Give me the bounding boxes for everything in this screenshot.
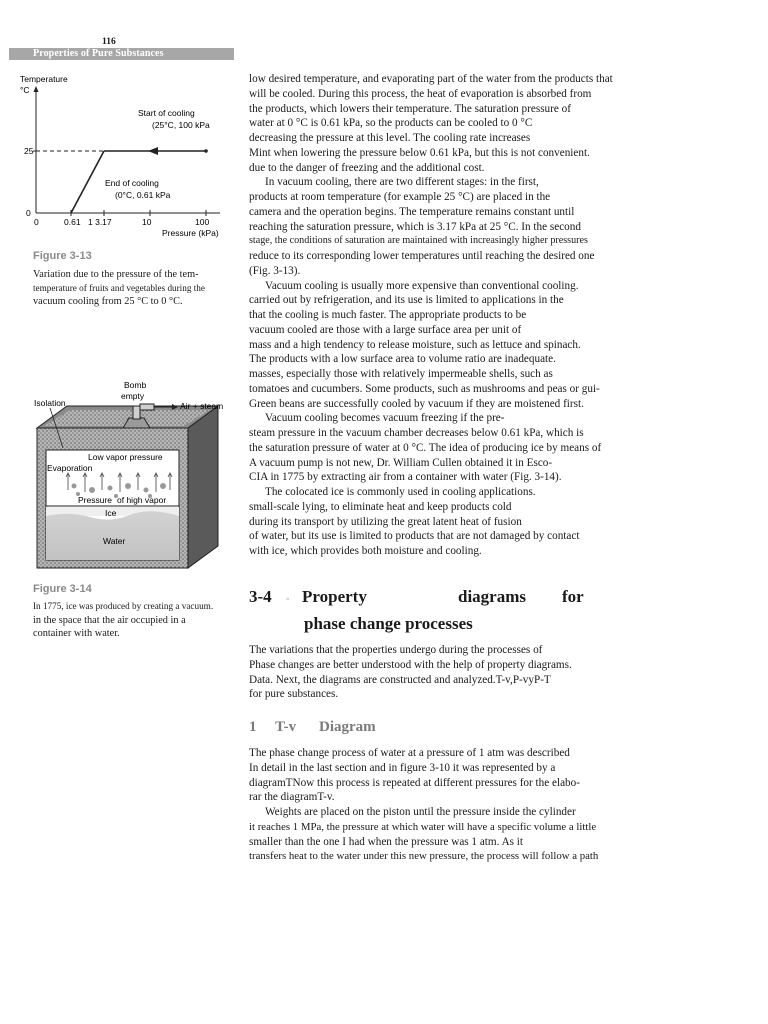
figure-3-13-label: Figure 3-13 <box>33 250 92 262</box>
isolation-label: Isolation <box>34 398 66 408</box>
x-tick-label-0-61: 0.61 <box>64 217 81 227</box>
body-line: The products with a low surface area to volume ratio are inadequate. <box>249 353 556 366</box>
body-line: for pure substances. <box>249 688 339 701</box>
evaporation-label: Evaporation <box>47 463 93 473</box>
body-line: tomatoes and cucumbers. Some products, such as mushrooms and peas or gui- <box>249 382 600 395</box>
subsection-word: T-v <box>275 719 297 735</box>
body-line: CIA in 1775 by extracting air from a container with water (Fig. 3-14). <box>249 471 562 484</box>
caption-line: in the space that the air occupied in a <box>33 614 186 626</box>
section-word: diagrams <box>458 587 526 606</box>
pressure-label: Pressure <box>78 495 113 505</box>
body-line: In vacuum cooling, there are two different stages: in the first, <box>265 176 539 189</box>
y-tick-label-0: 0 <box>26 208 31 218</box>
running-header-title: Properties of Pure Substances <box>33 47 164 59</box>
section-intro-text <box>249 643 689 702</box>
bomb-valve-outlet <box>140 404 154 410</box>
page-number: 116 <box>102 37 116 47</box>
low-vapor-pressure-label: Low vapor pressure <box>88 452 163 462</box>
box-side-face <box>188 406 218 568</box>
body-line: Data. Next, the diagrams are constructed and analyzed.T-v,P-vyP-T <box>249 673 551 686</box>
bomb-valve-stem <box>133 406 140 419</box>
subsection-number: 1 <box>249 719 257 735</box>
x-tick-label-10: 10 <box>142 217 152 227</box>
body-line: Weights are placed on the piston until the pressure inside the cylinder <box>265 806 576 818</box>
high-vapor-label: of high vapor <box>117 495 167 505</box>
caption-line: Variation due to the pressure of the tem- <box>33 269 199 280</box>
body-line: stage, the conditions of saturation are maintained with increasingly higher pressures <box>249 235 588 247</box>
body-line: The phase change process of water at a pressure of 1 atm was described <box>249 747 570 759</box>
body-line: reaching the saturation pressure, which is 3.17 kPa at 25 °C. In the second <box>249 220 581 233</box>
y-tick-label-25: 25 <box>24 146 34 156</box>
caption-line: In 1775, ice was produced by creating a vacuum. <box>33 601 214 611</box>
body-line: vacuum cooled are those with a large surface area per unit of <box>249 323 522 336</box>
section-word: Property <box>302 587 367 606</box>
body-line: Mint when lowering the pressure below 0.61 kPa, but this is not convenient. <box>249 146 590 159</box>
body-line: small-scale lying, to eliminate heat and keep products cold <box>249 500 512 513</box>
x-axis-label: Pressure (kPa) <box>162 228 219 238</box>
section-word: for <box>562 587 584 606</box>
body-line: water at 0 °C is 0.61 kPa, so the products can be cooled to 0 °C <box>249 117 533 130</box>
body-line: steam pressure in the vacuum chamber decreases below 0.61 kPa, which is <box>249 427 584 439</box>
body-line: of water, but its use is limited to products that are not damaged by contact <box>249 530 580 543</box>
x-tick-label-3-17: 1 3.17 <box>88 217 112 227</box>
body-line: diagramTNow this process is repeated at different pressures for the elabo- <box>249 776 580 789</box>
figure-3-14-label: Figure 3-14 <box>33 583 92 595</box>
subsection-word: Diagram <box>319 719 376 735</box>
body-line: the saturation pressure of water at 0 °C. The idea of producing ice by means of <box>249 441 602 454</box>
body-line: smaller than the one I had when the pressure was 1 atm. As it <box>249 835 524 848</box>
body-line: In detail in the last section and in figure 3-10 it was represented by a <box>249 761 556 774</box>
figure-3-14-illustration <box>30 378 235 573</box>
subsection-text <box>249 746 689 864</box>
end-of-cooling-label: End of cooling <box>105 178 159 188</box>
figure-3-14-caption <box>33 600 248 641</box>
x-tick-label-0: 0 <box>34 217 39 227</box>
start-point <box>204 149 208 153</box>
water-label: Water <box>103 536 126 546</box>
section-number: 3-4 <box>249 587 272 606</box>
start-of-cooling-value: (25°C, 100 kPa <box>152 120 210 130</box>
section-dot: ◦ <box>286 594 290 605</box>
body-line: A vacuum pump is not new, Dr. William Cullen obtained it in Esco- <box>249 456 553 469</box>
caption-line: vacuum cooling from 25 °C to 0 °C. <box>33 296 183 308</box>
air-steam-label: Air + steam <box>180 401 224 411</box>
caption-line: temperature of fruits and vegetables during the <box>33 282 205 293</box>
ice-label: Ice <box>105 508 117 518</box>
body-line: due to the danger of freezing and the additional cost. <box>249 161 485 174</box>
y-axis-arrow <box>34 86 39 92</box>
end-of-cooling-value: (0°C, 0.61 kPa <box>115 190 171 200</box>
body-line: Vacuum cooling becomes vacuum freezing if the pre- <box>265 412 505 425</box>
body-line: that the cooling is much faster. The appropriate products to be <box>249 309 527 321</box>
body-line: reduce to its corresponding lower temperatures until reaching the desired one <box>249 250 595 262</box>
body-line: mass and a high tendency to release moisture, such as lettuce and spinach. <box>249 338 581 351</box>
body-line: transfers heat to the water under this new pressure, the process will follow a path <box>249 850 599 863</box>
section-heading <box>249 585 584 636</box>
cooling-path-segment <box>71 151 104 213</box>
subsection-heading <box>249 719 376 736</box>
body-line: the products, which lowers their temperature. The saturation pressure of <box>249 102 571 115</box>
body-line: low desired temperature, and evaporating part of the water from the products that <box>249 73 613 85</box>
body-line: rar the diagramT-v. <box>249 791 335 804</box>
body-line: carried out by refrigeration, and its use is limited to applications in the <box>249 294 564 307</box>
body-line: The colocated ice is commonly used in cooling applications. <box>265 486 536 498</box>
body-line: Phase changes are better understood with the help of property diagrams. <box>249 658 572 671</box>
y-axis-unit: °C <box>20 85 30 95</box>
cooling-direction-arrow <box>148 147 158 155</box>
bomb-label: Bomb <box>124 380 147 390</box>
section-title-line-2: phase change processes <box>304 614 473 633</box>
body-line: Vacuum cooling is usually more expensive than conventional cooling. <box>265 279 579 292</box>
body-line: with ice, which provides both moisture and cooling. <box>249 545 482 557</box>
figure-3-13-caption <box>33 268 248 309</box>
body-line: will be cooled. During this process, the heat of evaporation is absorbed from <box>249 87 592 100</box>
figure-3-13-chart <box>14 70 234 242</box>
empty-label: empty <box>121 391 145 401</box>
body-line: masses, especially those with relatively impermeable shells, such as <box>249 368 553 380</box>
body-line: during its transport by utilizing the great latent heat of fusion <box>249 515 522 528</box>
body-line: (Fig. 3-13). <box>249 264 301 277</box>
body-line: The variations that the properties undergo during the processes of <box>249 644 543 656</box>
body-text <box>249 72 689 559</box>
y-axis-label: Temperature <box>20 74 68 84</box>
caption-line: container with water. <box>33 628 120 640</box>
x-tick-label-100: 100 <box>195 217 210 227</box>
body-line: Green beans are successfully cooled by vacuum if they are moistened first. <box>249 397 584 410</box>
body-line: products at room temperature (for example 25 °C) are placed in the <box>249 191 551 203</box>
start-of-cooling-label: Start of cooling <box>138 108 195 118</box>
body-line: camera and the operation begins. The temperature remains constant until <box>249 205 575 218</box>
body-line: decreasing the pressure at this level. The cooling rate increases <box>249 132 531 144</box>
body-line: it reaches 1 MPa, the pressure at which water will have a specific volume a little <box>249 820 597 833</box>
